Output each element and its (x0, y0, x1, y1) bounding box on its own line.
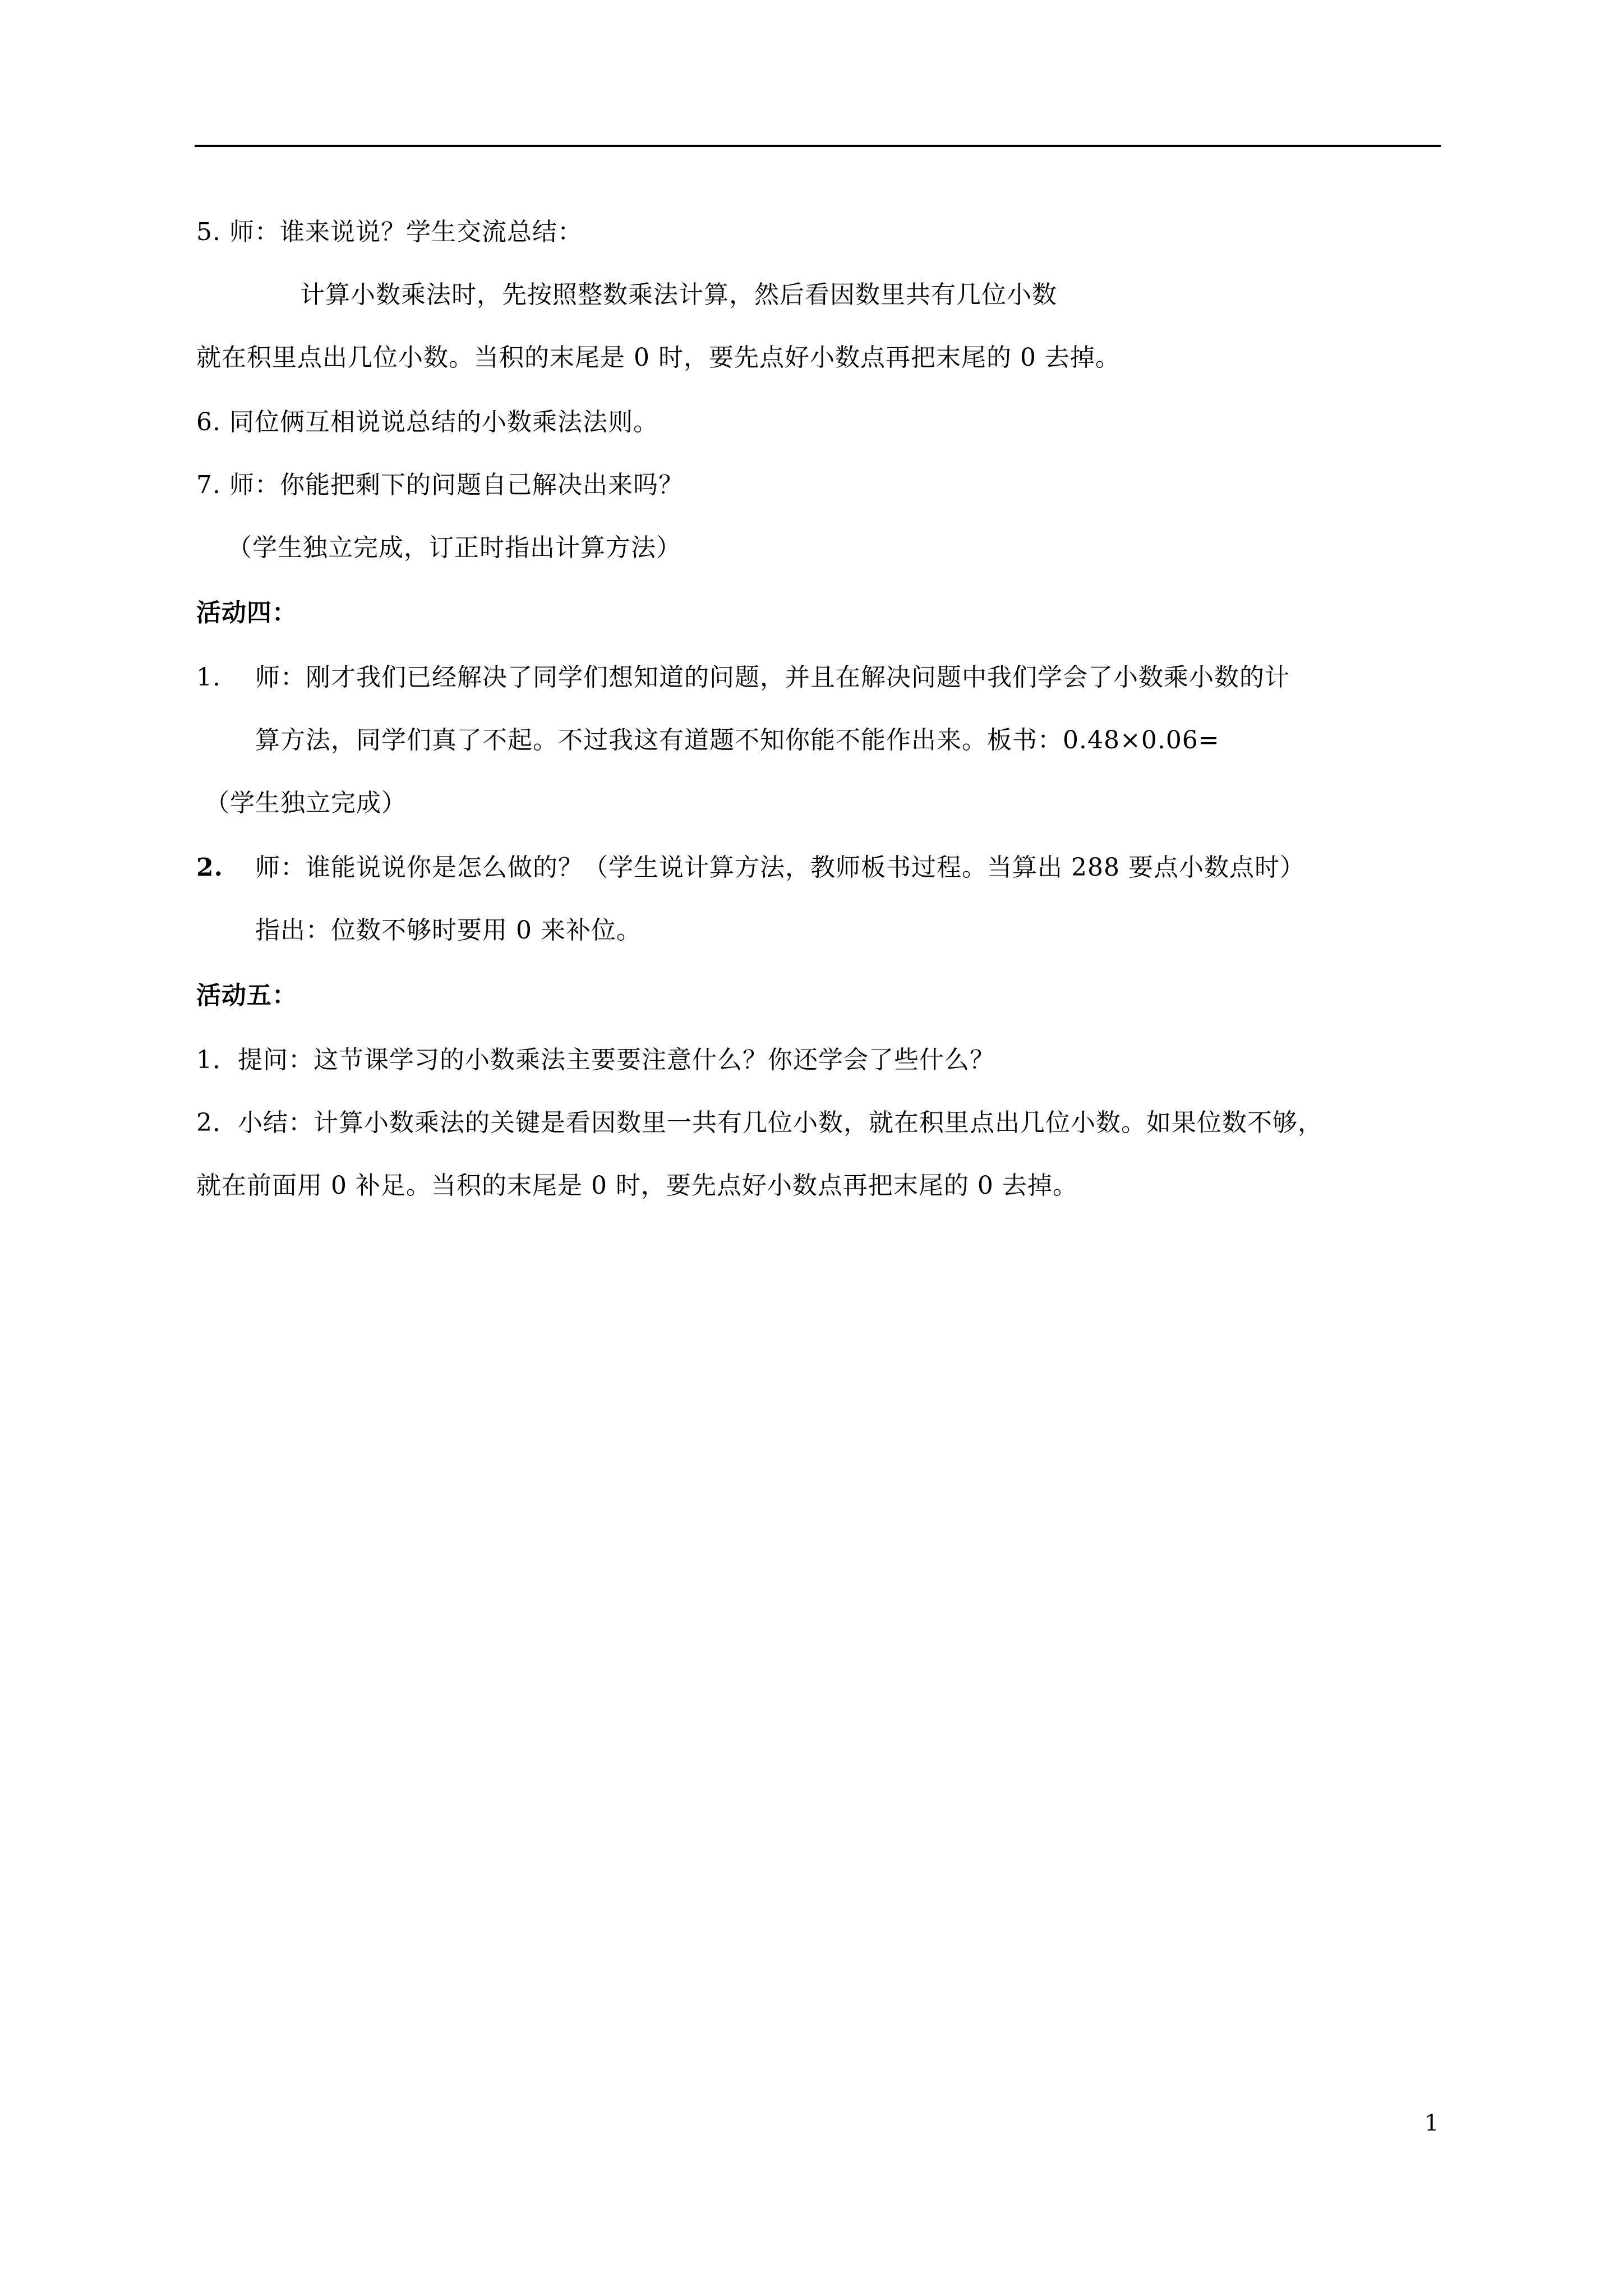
activity-4-item-2-number: 2. (196, 853, 223, 882)
activity-4-item-1-text: 师：刚才我们已经解决了同学们想知道的问题，并且在解决问题中我们学会了小数乘小数的计 (255, 663, 1290, 692)
summary-line-2: 就在积里点出几位小数。当积的末尾是 0 时，要先点好小数点再把末尾的 0 去掉。 (196, 343, 1121, 372)
step-5-line: 5. 师：谁来说说？学生交流总结： (196, 218, 583, 246)
activity-4-item-2-text-cont: 指出：位数不够时要用 0 来补位。 (255, 916, 642, 945)
step-7-line: 7. 师：你能把剩下的问题自己解决出来吗？ (196, 471, 684, 499)
activity-5-item-1: 1．提问：这节课学习的小数乘法主要要注意什么？你还学会了些什么？ (196, 1046, 995, 1074)
activity-4-item-1-note: （学生独立完成） (205, 789, 407, 817)
summary-line-1: 计算小数乘法时，先按照整数乘法计算，然后看因数里共有几位小数 (300, 280, 1057, 309)
activity-4-item-1-text-cont: 算方法，同学们真了不起。不过我这有道题不知你能不能作出来。板书：0.48×0.06= (255, 726, 1220, 754)
activity-4-item-1-number: 1. (196, 663, 221, 692)
activity-5-item-2-cont: 就在前面用 0 补足。当积的末尾是 0 时，要先点好小数点再把末尾的 0 去掉。 (196, 1171, 1078, 1200)
activity-5-heading: 活动五： (196, 981, 297, 1010)
activity-4-item-2-text: 师：谁能说说你是怎么做的？（学生说计算方法，教师板书过程。当算出 288 要点小数点时） (255, 853, 1305, 882)
activity-5-item-2: 2．小结：计算小数乘法的关键是看因数里一共有几位小数，就在积里点出几位小数。如果位数不够， (196, 1108, 1323, 1137)
step-6-line: 6. 同位俩互相说说总结的小数乘法法则。 (196, 408, 658, 436)
header-rule (195, 145, 1441, 147)
step-7-note: （学生独立完成，订正时指出计算方法） (227, 533, 681, 562)
activity-4-heading: 活动四： (196, 599, 297, 627)
page-number: 1 (1424, 2110, 1439, 2136)
